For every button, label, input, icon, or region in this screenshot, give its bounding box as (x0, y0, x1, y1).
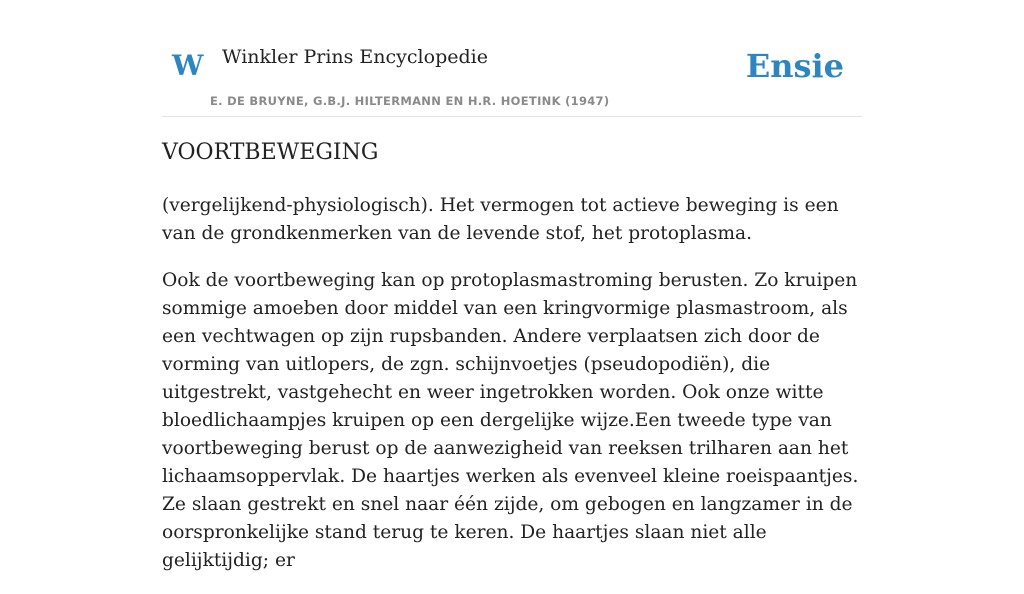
source-authors: E. DE BRUYNE, G.B.J. HILTERMANN EN H.R. HOETINK (1947) (210, 94, 610, 108)
paragraph: (vergelijkend-physiologisch). Het vermogen tot actieve beweging is een van de grondkenmerken van de levende stof, het protoplasma. (162, 195, 839, 244)
winkler-prins-logo[interactable]: W (172, 49, 204, 82)
entry-body (162, 192, 864, 594)
ensie-logo[interactable]: Ensie (745, 47, 844, 85)
source-title-link[interactable]: Winkler Prins Encyclopedie (222, 46, 488, 68)
source-header (162, 0, 862, 117)
paragraph: Ook de voortbeweging kan op protoplasmastroming berusten. Zo kruipen sommige amoeben door middel van een kringvormige plasmastroom, als een vechtwagen op zijn rupsbanden. Andere verplaatsen zich door de vorming van uitlopers, de zgn. schijnvoetjes (pseudopodiën), die uitgestrekt, vastgehecht en weer ingetrokken worden. Ook onze witte bloedlichaampjes kruipen op een dergelijke wijze.Een tweede type van voortbeweging berust op de aanwezigheid van reeksen trilharen aan het lichaamsoppervlak. De haartjes werken als evenveel kleine roeispaantjes. Ze slaan gestrekt en snel naar één zijde, om gebogen en langzamer in de oorspronkelijke stand terug te keren. De haartjes slaan niet alle gelijktijdig; er (162, 270, 859, 571)
entry-title: VOORTBEWEGING (162, 140, 379, 165)
article-page (162, 0, 862, 571)
